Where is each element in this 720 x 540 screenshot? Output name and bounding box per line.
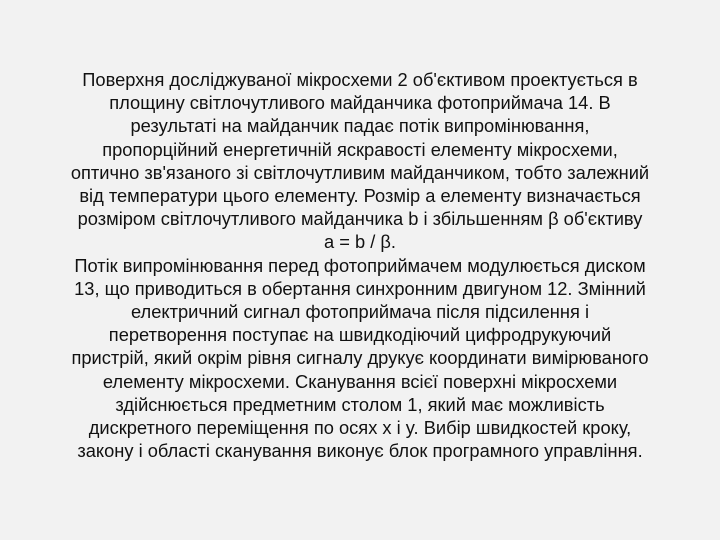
text-line: електричний сигнал фотоприймача після підсилення і [130,301,590,323]
body-text [28,68,692,462]
text-line: Потік випромінювання перед фотоприймачем модулюється диском [74,254,646,276]
text-line: здійснюється предметним столом 1, який має можливість [115,393,605,415]
text-line: результаті на майданчик падає потік випромінювання, [130,115,590,137]
text-line: оптично зв'язаного зі світлочутливим майданчиком, тобто залежний [70,161,650,183]
text-line: Поверхня досліджуваної мікросхеми 2 об'єктивом проектується в [82,69,638,90]
text-line: площину світлочутливого майданчика фотоприймача 14. В [109,92,611,114]
text-line: дискретного переміщення по осях x і y. Вибір швидкостей кроку, [88,417,632,439]
text-line: пристрій, який окрім рівня сигналу друкує координати вимірюваного [71,347,649,369]
text-line: розміром світлочутливого майданчика b і збільшенням β об'єктиву [77,208,643,230]
text-line: елементу мікросхеми. Сканування всієї поверхні мікросхеми [102,370,618,392]
text-line: 13, що приводиться в обертання синхронним двигуном 12. Змінний [74,277,646,299]
formula-line: a = b / β. [323,231,396,253]
text-line: пропорційний енергетичній яскравості елементу мікросхеми, [102,138,618,160]
text-line: від температури цього елементу. Розмір a елементу визначається [79,185,641,207]
text-line: закону і області сканування виконує блок програмного управління. [77,440,643,462]
text-line: перетворення поступає на швидкодіючий цифродрукуючий [108,324,612,346]
